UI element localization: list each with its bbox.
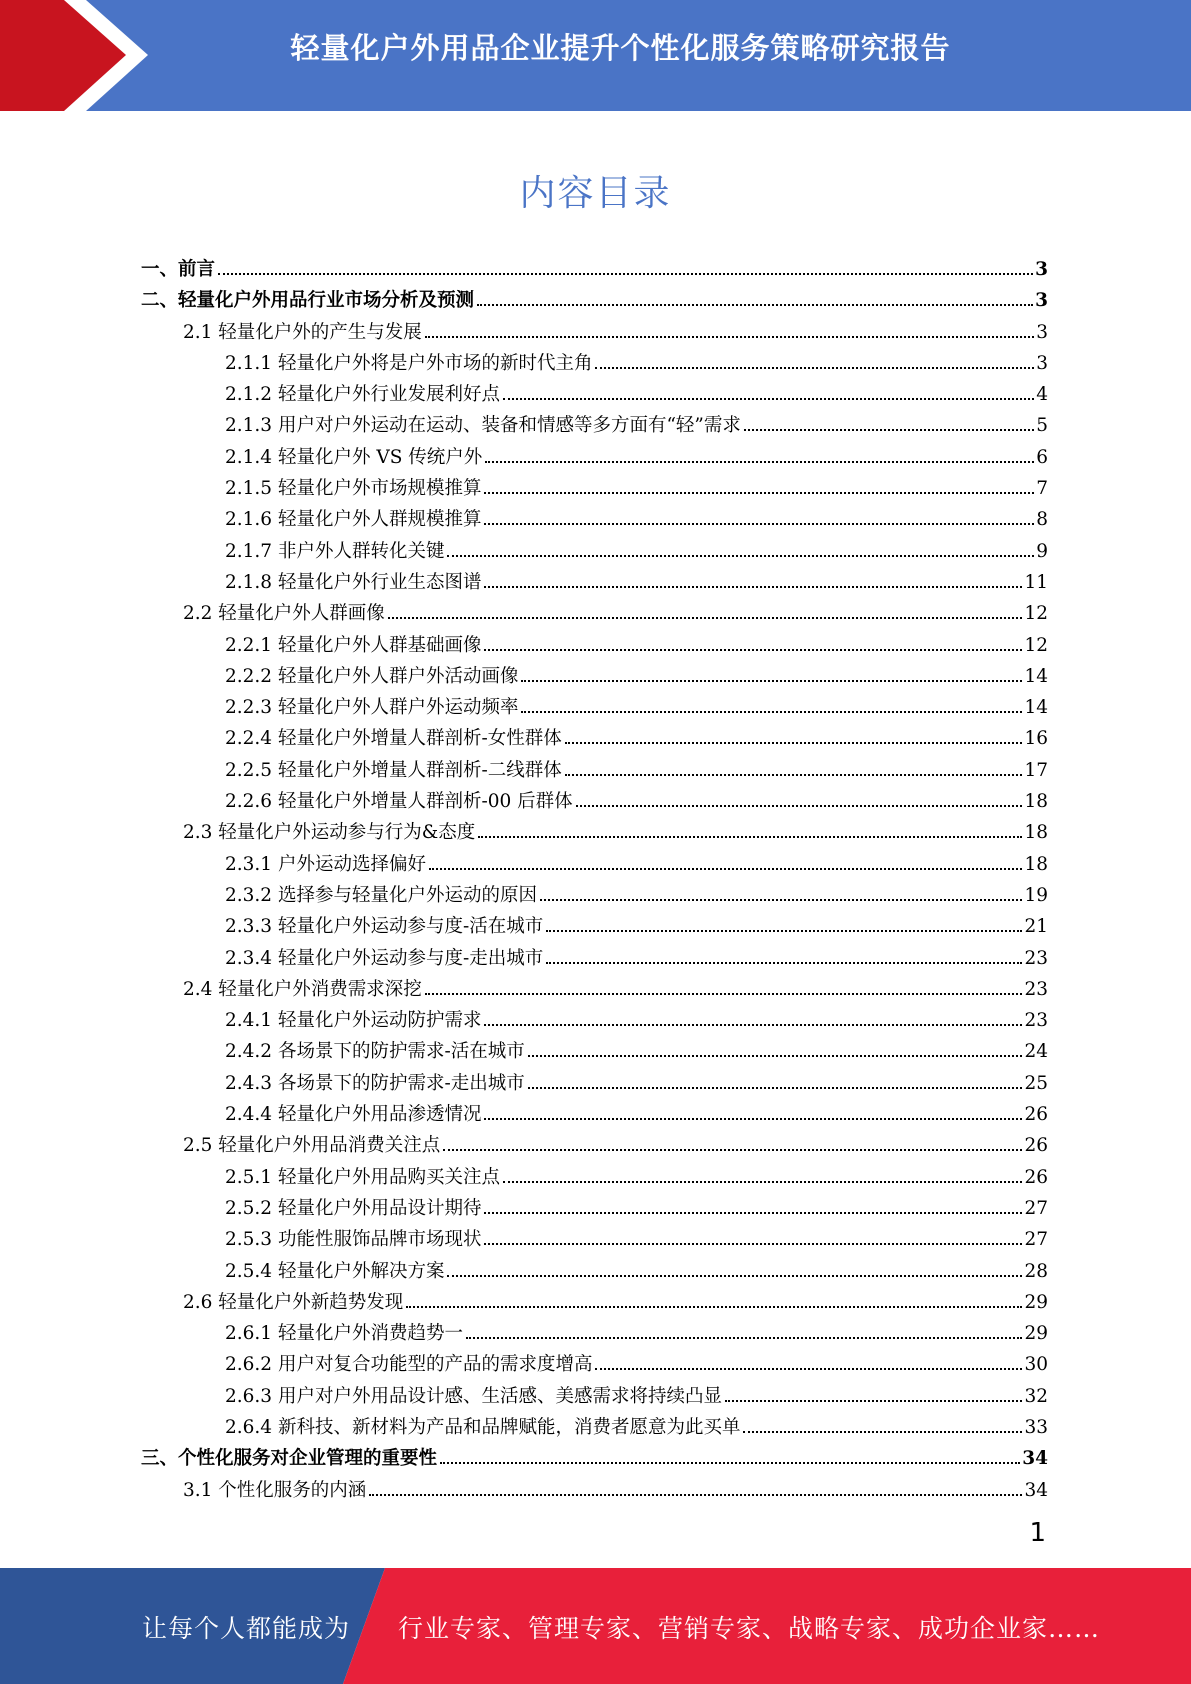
toc-entry-page: 9 <box>1036 540 1048 562</box>
toc-entry-page: 19 <box>1024 884 1048 906</box>
toc-dot-leader <box>546 930 1022 932</box>
toc-entry[interactable] <box>141 379 1048 410</box>
toc-dot-leader <box>503 1181 1022 1183</box>
toc-entry-page: 3 <box>1036 321 1048 343</box>
toc-entry[interactable] <box>141 1475 1048 1506</box>
toc-dot-leader <box>565 742 1023 744</box>
page-number: 1 <box>1029 1518 1046 1548</box>
toc-dot-leader <box>744 429 1034 431</box>
toc-entry-page: 14 <box>1024 665 1048 687</box>
toc-entry[interactable] <box>141 1099 1048 1130</box>
toc-entry-page: 18 <box>1024 853 1048 875</box>
toc-entry[interactable] <box>141 598 1048 629</box>
page-footer <box>0 1568 1191 1684</box>
toc-dot-leader <box>369 1494 1022 1496</box>
toc-entry-title: 2.1.5 轻量化户外市场规模推算 <box>225 478 482 500</box>
toc-entry[interactable] <box>141 410 1048 441</box>
toc-dot-leader <box>595 1368 1022 1370</box>
toc-entry[interactable] <box>141 1287 1048 1318</box>
toc-dot-leader <box>425 993 1023 995</box>
toc-dot-leader <box>484 1243 1022 1245</box>
toc-entry-title: 2.6.3 用户对户外用品设计感、生活感、美感需求将持续凸显 <box>225 1385 722 1407</box>
toc-entry-page: 14 <box>1024 697 1048 719</box>
toc-entry-page: 6 <box>1036 446 1048 468</box>
toc-entry-page: 28 <box>1024 1260 1048 1282</box>
toc-entry-page: 23 <box>1024 1010 1048 1032</box>
toc-dot-leader <box>406 1306 1022 1308</box>
toc-entry-title: 2.2.4 轻量化户外增量人群剖析-女性群体 <box>225 728 562 750</box>
toc-entry[interactable] <box>141 817 1048 848</box>
toc-entry[interactable] <box>141 849 1048 880</box>
toc-dot-leader <box>743 1431 1022 1433</box>
report-title: 轻量化户外用品企业提升个性化服务策略研究报告 <box>290 31 951 65</box>
toc-dot-leader <box>528 1087 1023 1089</box>
toc-entry-title: 2.5.2 轻量化户外用品设计期待 <box>225 1197 482 1219</box>
toc-entry-title: 2.5 轻量化户外用品消费关注点 <box>183 1135 441 1157</box>
toc-entry[interactable] <box>141 1162 1048 1193</box>
toc-entry-title: 2.3.2 选择参与轻量化户外运动的原因 <box>225 884 537 906</box>
toc-entry-title: 2.1.2 轻量化户外行业发展利好点 <box>225 384 500 406</box>
toc-entry-page: 7 <box>1036 478 1048 500</box>
toc-entry[interactable] <box>141 1068 1048 1099</box>
toc-entry-page: 4 <box>1036 384 1048 406</box>
toc-dot-leader <box>484 1118 1022 1120</box>
toc-entry-title: 2.4.4 轻量化户外用品渗透情况 <box>225 1104 482 1126</box>
toc-entry-title: 2.5.1 轻量化户外用品购买关注点 <box>225 1166 500 1188</box>
toc-entry-title: 2.1.6 轻量化户外人群规模推算 <box>225 509 482 531</box>
toc-entry-page: 8 <box>1036 509 1048 531</box>
toc-entry-page: 34 <box>1024 1479 1048 1501</box>
toc-dot-leader <box>484 1024 1022 1026</box>
toc-entry-page: 18 <box>1024 791 1048 813</box>
toc-entry-page: 21 <box>1024 916 1048 938</box>
toc-dot-leader <box>595 367 1034 369</box>
toc-entry-title: 2.2.2 轻量化户外人群户外活动画像 <box>225 665 519 687</box>
toc-dot-leader <box>466 1337 1022 1339</box>
toc-entry[interactable] <box>141 974 1048 1005</box>
toc-entry[interactable] <box>141 317 1048 348</box>
toc-entry[interactable] <box>141 285 1048 316</box>
toc-entry[interactable] <box>141 1005 1048 1036</box>
toc-dot-leader <box>447 555 1034 557</box>
toc-dot-leader <box>485 461 1034 463</box>
toc-entry-page: 30 <box>1024 1354 1048 1376</box>
toc-entry[interactable] <box>141 1381 1048 1412</box>
toc-entry-title: 2.3 轻量化户外运动参与行为&态度 <box>183 822 476 844</box>
toc-entry-title: 2.2.3 轻量化户外人群户外运动频率 <box>225 697 519 719</box>
toc-entry-title: 三、个性化服务对企业管理的重要性 <box>141 1448 438 1470</box>
toc-entry[interactable] <box>141 723 1048 754</box>
toc-dot-leader <box>528 1055 1023 1057</box>
toc-entry[interactable] <box>141 504 1048 535</box>
toc-entry[interactable] <box>141 692 1048 723</box>
toc-entry-title: 2.1.8 轻量化户外行业生态图谱 <box>225 571 482 593</box>
toc-dot-leader <box>388 617 1023 619</box>
table-of-contents <box>141 254 1048 1506</box>
toc-entry-page: 18 <box>1024 822 1048 844</box>
toc-entry-title: 2.3.3 轻量化户外运动参与度-活在城市 <box>225 916 544 938</box>
toc-entry-title: 2.3.4 轻量化户外运动参与度-走出城市 <box>225 947 544 969</box>
toc-entry-page: 3 <box>1035 259 1048 280</box>
toc-entry-title: 2.3.1 户外运动选择偏好 <box>225 853 426 875</box>
toc-dot-leader <box>218 273 1033 275</box>
toc-entry-title: 2.1.3 用户对户外运动在运动、装备和情感等多方面有“轻”需求 <box>225 415 741 437</box>
toc-entry[interactable] <box>141 880 1048 911</box>
toc-entry-title: 2.1.7 非户外人群转化关键 <box>225 540 445 562</box>
toc-entry-title: 2.1.4 轻量化户外 VS 传统户外 <box>225 446 483 468</box>
toc-entry-title: 2.2.6 轻量化户外增量人群剖析-00 后群体 <box>225 791 573 813</box>
toc-entry-page: 32 <box>1024 1385 1048 1407</box>
toc-dot-leader <box>425 336 1034 338</box>
toc-entry-page: 34 <box>1022 1448 1048 1470</box>
toc-entry-title: 2.6 轻量化户外新趋势发现 <box>183 1291 404 1313</box>
toc-entry-page: 29 <box>1024 1323 1048 1345</box>
toc-entry-page: 25 <box>1024 1072 1048 1094</box>
toc-entry-page: 17 <box>1024 759 1048 781</box>
toc-entry-title: 3.1 个性化服务的内涵 <box>183 1479 367 1501</box>
toc-entry[interactable] <box>141 1036 1048 1067</box>
toc-entry-page: 26 <box>1024 1166 1048 1188</box>
toc-entry-title: 2.4.3 各场景下的防护需求-走出城市 <box>225 1072 525 1094</box>
toc-entry[interactable] <box>141 1443 1048 1474</box>
toc-entry[interactable] <box>141 1318 1048 1349</box>
toc-entry-title: 2.1.1 轻量化户外将是户外市场的新时代主角 <box>225 352 593 374</box>
toc-entry-page: 27 <box>1024 1229 1048 1251</box>
toc-entry-page: 24 <box>1024 1041 1048 1063</box>
toc-entry[interactable] <box>141 567 1048 598</box>
toc-dot-leader <box>484 523 1034 525</box>
toc-entry-page: 26 <box>1024 1135 1048 1157</box>
toc-entry-page: 3 <box>1036 352 1048 374</box>
toc-dot-leader <box>521 680 1022 682</box>
toc-entry[interactable] <box>141 254 1048 285</box>
toc-entry[interactable] <box>141 755 1048 786</box>
toc-dot-leader <box>443 1149 1022 1151</box>
footer-slogan-right: 行业专家、管理专家、营销专家、战略专家、成功企业家…… <box>398 1614 1101 1643</box>
toc-dot-leader <box>484 586 1022 588</box>
toc-entry[interactable] <box>141 348 1048 379</box>
toc-dot-leader <box>477 304 1033 306</box>
toc-entry[interactable] <box>141 661 1048 692</box>
toc-entry-page: 26 <box>1024 1104 1048 1126</box>
toc-entry[interactable] <box>141 536 1048 567</box>
toc-dot-leader <box>725 1400 1022 1402</box>
toc-entry-title: 二、轻量化户外用品行业市场分析及预测 <box>141 290 475 312</box>
toc-entry-title: 2.4.2 各场景下的防护需求-活在城市 <box>225 1041 525 1063</box>
footer-slogan-left: 让每个人都能成为 <box>142 1614 351 1643</box>
toc-dot-leader <box>576 805 1023 807</box>
toc-entry[interactable] <box>141 473 1048 504</box>
toc-entry[interactable] <box>141 786 1048 817</box>
toc-entry-page: 16 <box>1024 728 1048 750</box>
toc-entry-page: 29 <box>1024 1291 1048 1313</box>
toc-entry[interactable] <box>141 1224 1048 1255</box>
toc-dot-leader <box>503 398 1034 400</box>
toc-entry-title: 2.2.5 轻量化户外增量人群剖析-二线群体 <box>225 759 562 781</box>
toc-entry[interactable] <box>141 911 1048 942</box>
toc-entry-title: 2.2 轻量化户外人群画像 <box>183 603 385 625</box>
toc-entry-title: 2.4 轻量化户外消费需求深挖 <box>183 978 422 1000</box>
toc-entry-page: 33 <box>1024 1416 1048 1438</box>
toc-entry-title: 2.1 轻量化户外的产生与发展 <box>183 321 422 343</box>
toc-dot-leader <box>440 1462 1020 1464</box>
toc-entry[interactable] <box>141 1349 1048 1380</box>
toc-entry-title: 一、前言 <box>141 259 216 280</box>
toc-dot-leader <box>540 899 1022 901</box>
toc-entry[interactable] <box>141 1130 1048 1161</box>
toc-entry-title: 2.2.1 轻量化户外人群基础画像 <box>225 634 482 656</box>
toc-entry-page: 12 <box>1024 603 1048 625</box>
toc-dot-leader <box>484 492 1034 494</box>
toc-entry[interactable] <box>141 1412 1048 1443</box>
toc-entry-page: 23 <box>1024 947 1048 969</box>
toc-entry-title: 2.6.4 新科技、新材料为产品和品牌赋能，消费者愿意为此买单 <box>225 1416 741 1438</box>
toc-entry-title: 2.5.4 轻量化户外解决方案 <box>225 1260 445 1282</box>
toc-entry-page: 27 <box>1024 1197 1048 1219</box>
toc-dot-leader <box>546 962 1022 964</box>
toc-heading: 内容目录 <box>519 173 672 214</box>
page-header <box>0 0 1191 111</box>
toc-entry[interactable] <box>141 630 1048 661</box>
toc-entry[interactable] <box>141 1256 1048 1287</box>
toc-dot-leader <box>484 649 1022 651</box>
toc-entry-page: 3 <box>1035 290 1048 312</box>
toc-dot-leader <box>447 1275 1022 1277</box>
toc-entry-title: 2.6.1 轻量化户外消费趋势一 <box>225 1323 463 1345</box>
toc-dot-leader <box>484 1212 1022 1214</box>
toc-dot-leader <box>565 774 1023 776</box>
toc-entry[interactable] <box>141 442 1048 473</box>
toc-entry-title: 2.6.2 用户对复合功能型的产品的需求度增高 <box>225 1354 593 1376</box>
toc-entry[interactable] <box>141 943 1048 974</box>
toc-entry[interactable] <box>141 1193 1048 1224</box>
toc-dot-leader <box>429 868 1022 870</box>
toc-entry-page: 5 <box>1036 415 1048 437</box>
toc-entry-page: 11 <box>1024 571 1048 593</box>
toc-entry-title: 2.5.3 功能性服饰品牌市场现状 <box>225 1229 482 1251</box>
toc-entry-title: 2.4.1 轻量化户外运动防护需求 <box>225 1010 482 1032</box>
toc-entry-page: 23 <box>1024 978 1048 1000</box>
toc-dot-leader <box>521 711 1022 713</box>
toc-dot-leader <box>478 836 1022 838</box>
toc-entry-page: 12 <box>1024 634 1048 656</box>
